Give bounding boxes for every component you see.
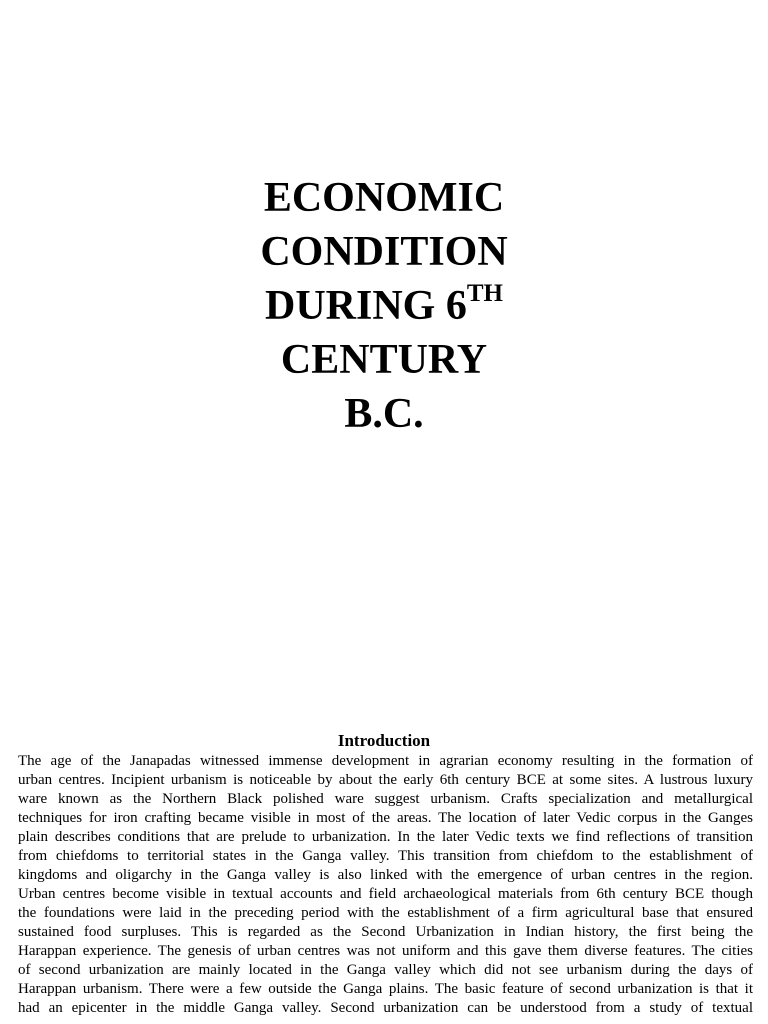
title-line-4: CENTURY [280,337,488,383]
title-line-1: ECONOMIC [263,175,505,221]
paragraph-line: kingdoms and oligarchy in the Ganga valley is also linked with the emergence of urban centres in the region. [18,867,753,883]
paragraph-line: Urban centres become visible in textual accounts and field archaeological materials from 6th century BCE though [18,886,753,902]
paragraph-line: sustained food surpluses. This is regarded as the Second Urbanization in Indian history, the first being the [18,924,753,940]
title-line-2: CONDITION [260,229,508,275]
body-paragraph [18,752,753,1018]
title-line-3-main: DURING 6 [265,283,467,329]
paragraph-line: plain describes conditions that are prelude to urbanization. In the later Vedic texts we find reflections of transition [18,829,753,845]
title-superscript: TH [466,280,503,307]
paragraph-line: techniques for iron crafting became visible in most of the areas. The location of later Vedic corpus in the Ganges [18,810,753,826]
paragraph-line: the foundations were laid in the preceding period with the establishment of a firm agricultural base that ensured [18,905,753,921]
document-title [0,171,768,441]
paragraph-line: had an epicenter in the middle Ganga valley. Second urbanization can be understood from a study of textual [18,1000,753,1016]
section-heading: Introduction [337,731,431,750]
paragraph-line: of second urbanization are mainly located in the Ganga valley which did not see urbanism during the days of [18,962,753,978]
paragraph-line: The age of the Janapadas witnessed immense development in agrarian economy resulting in the formation of [18,753,753,769]
title-line-3 [0,279,768,333]
title-line-5: B.C. [344,391,424,437]
paragraph-line: Harappan urbanism. There were a few outside the Ganga plains. The basic feature of second urbanization is that it [18,981,753,997]
paragraph-line: urban centres. Incipient urbanism is noticeable by about the early 6th century BCE at some sites. A lustrous luxury [18,772,753,788]
paragraph-line: from chiefdoms to territorial states in the Ganga valley. This transition from chiefdom to the establishment of [18,848,753,864]
paragraph-line: Harappan experience. The genesis of urban centres was not uniform and this gave them diverse features. The cities [18,943,753,959]
paragraph-line: ware known as the Northern Black polished ware suggest urbanism. Crafts specialization and metallurgical [18,791,753,807]
